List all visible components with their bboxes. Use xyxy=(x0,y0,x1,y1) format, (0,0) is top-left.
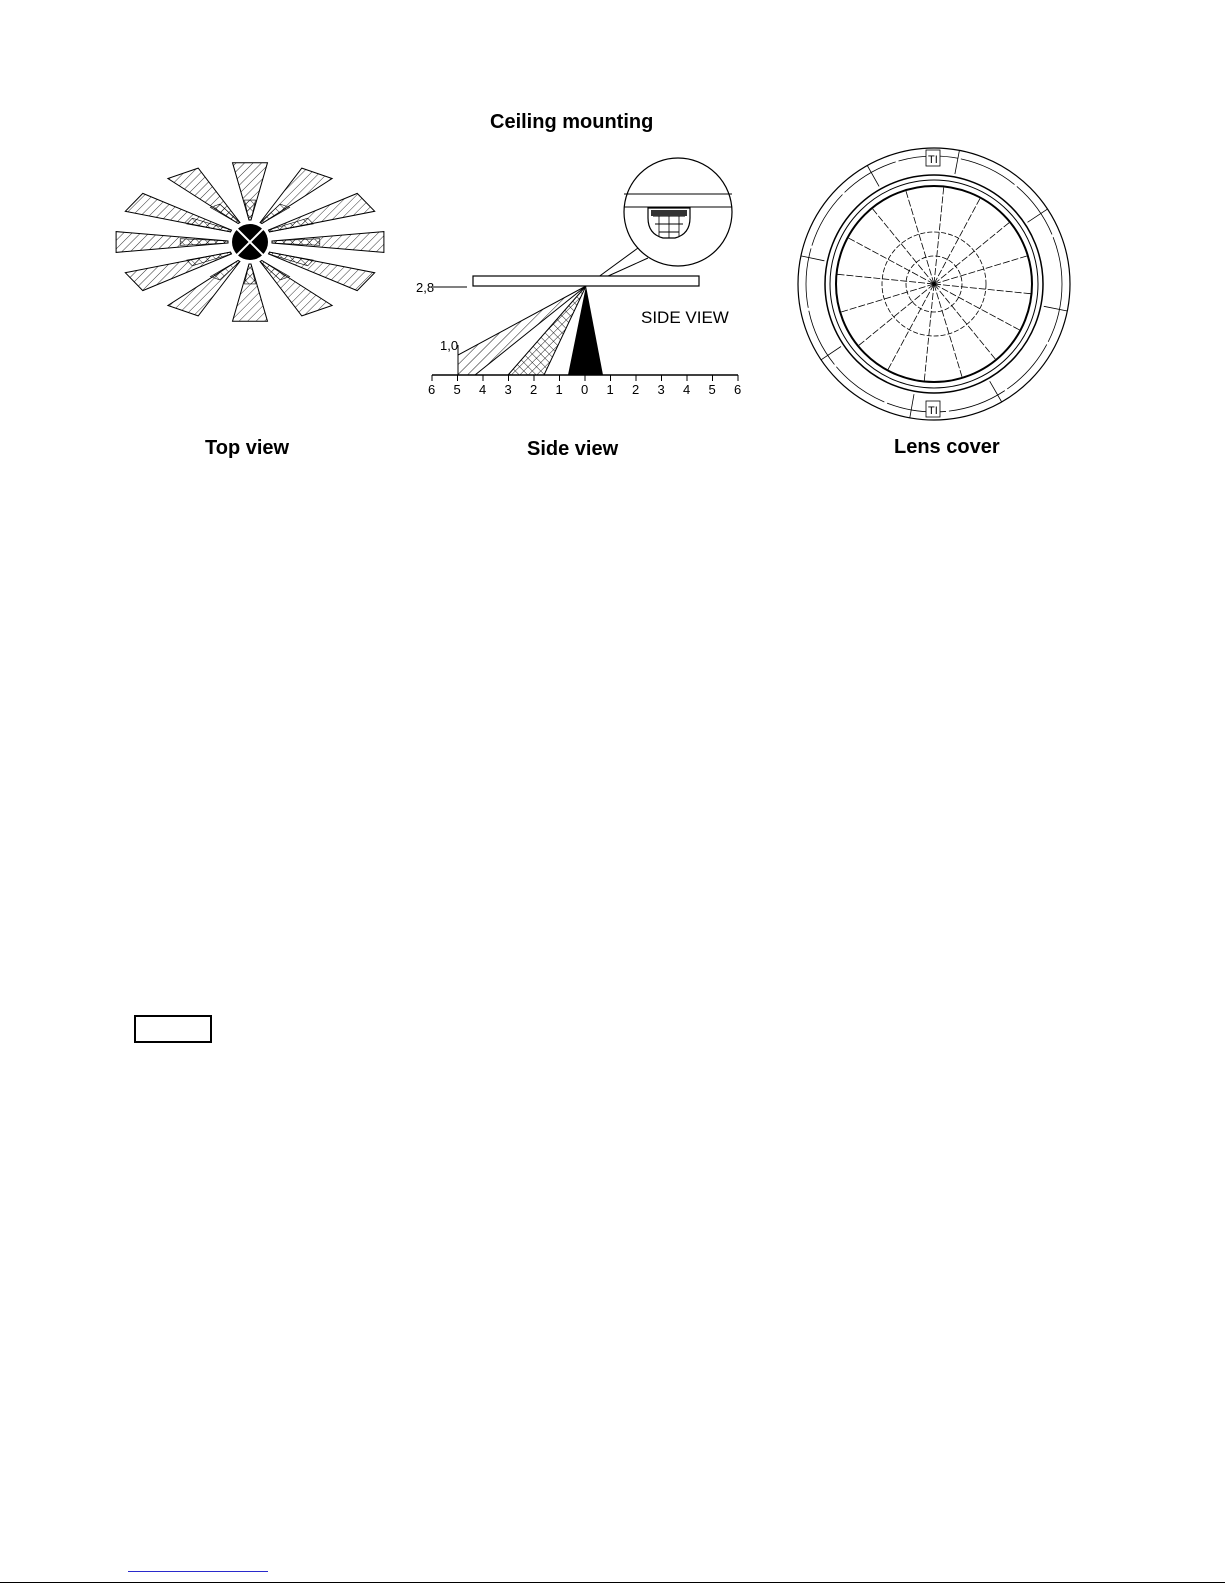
lens-spoke xyxy=(872,208,934,284)
lens-spoke xyxy=(924,284,934,382)
lens-spoke xyxy=(934,222,1010,284)
lens-cover-diagram xyxy=(795,140,1075,425)
side-view-caption: Side view xyxy=(527,438,619,460)
lens-spoke xyxy=(934,284,1020,330)
axis-tick-label: 2 xyxy=(530,382,538,397)
near-zone xyxy=(568,286,603,375)
svg-text:TI: TI xyxy=(928,154,938,166)
axis-tick-label: 1 xyxy=(555,382,563,397)
inner-zone xyxy=(187,218,232,232)
lens-spoke xyxy=(934,284,1032,294)
top-mark-icon xyxy=(926,150,940,166)
axis-tick-label: 2 xyxy=(632,382,640,397)
ring-tick xyxy=(1028,209,1048,222)
lens-cover-caption: Lens cover xyxy=(894,436,1000,458)
top-view-caption: Top view xyxy=(205,437,290,459)
lens-spoke xyxy=(888,284,934,370)
top-view-diagram xyxy=(110,150,390,335)
axis-tick-label: 3 xyxy=(657,382,665,397)
axis-tick-label: 5 xyxy=(453,382,461,397)
axis-tick-label: 6 xyxy=(428,382,436,397)
lens-spoke xyxy=(858,284,934,346)
axis-tick-label: 3 xyxy=(504,382,512,397)
lens-spoke xyxy=(934,198,980,284)
diagram-title: Ceiling mounting xyxy=(490,111,654,133)
near-height-label: 1,0 xyxy=(440,338,459,353)
inner-zone xyxy=(269,218,314,232)
ceiling-plate xyxy=(473,276,699,286)
side-view-label: SIDE VIEW xyxy=(641,308,729,327)
empty-box xyxy=(134,1015,212,1043)
lens-segments xyxy=(837,187,1032,382)
ring-tick xyxy=(990,381,1002,402)
lens-spoke xyxy=(848,238,934,284)
axis-tick-label: 4 xyxy=(479,382,487,397)
ring-tick xyxy=(867,166,879,187)
sensor-icon xyxy=(648,208,690,238)
inner-zone xyxy=(180,239,228,246)
ring-tick xyxy=(801,256,825,261)
bottom-mark-icon xyxy=(926,401,940,417)
svg-text:TI: TI xyxy=(928,405,938,417)
lens-spoke xyxy=(934,256,1028,284)
axis-tick-label: 1 xyxy=(606,382,614,397)
ring-tick xyxy=(955,150,960,174)
mount-height-label: 2,8 xyxy=(416,280,435,295)
axis-tick-label: 6 xyxy=(734,382,742,397)
axis-tick-label: 4 xyxy=(683,382,691,397)
inner-zone xyxy=(269,252,314,266)
axis-tick-label: 0 xyxy=(581,382,589,397)
lens-spoke xyxy=(934,187,944,285)
ring-tick xyxy=(821,347,841,360)
side-view-diagram xyxy=(405,150,745,400)
inner-zone xyxy=(187,252,232,266)
footer-link-underline[interactable] xyxy=(128,1571,268,1572)
lens-spoke xyxy=(837,274,935,284)
ring-tick xyxy=(910,394,914,418)
axis-tick-label: 5 xyxy=(708,382,716,397)
lens-spoke xyxy=(934,284,996,360)
inner-zone xyxy=(272,239,320,246)
ring-tick xyxy=(1044,306,1068,311)
footer-rule xyxy=(0,1582,1225,1583)
